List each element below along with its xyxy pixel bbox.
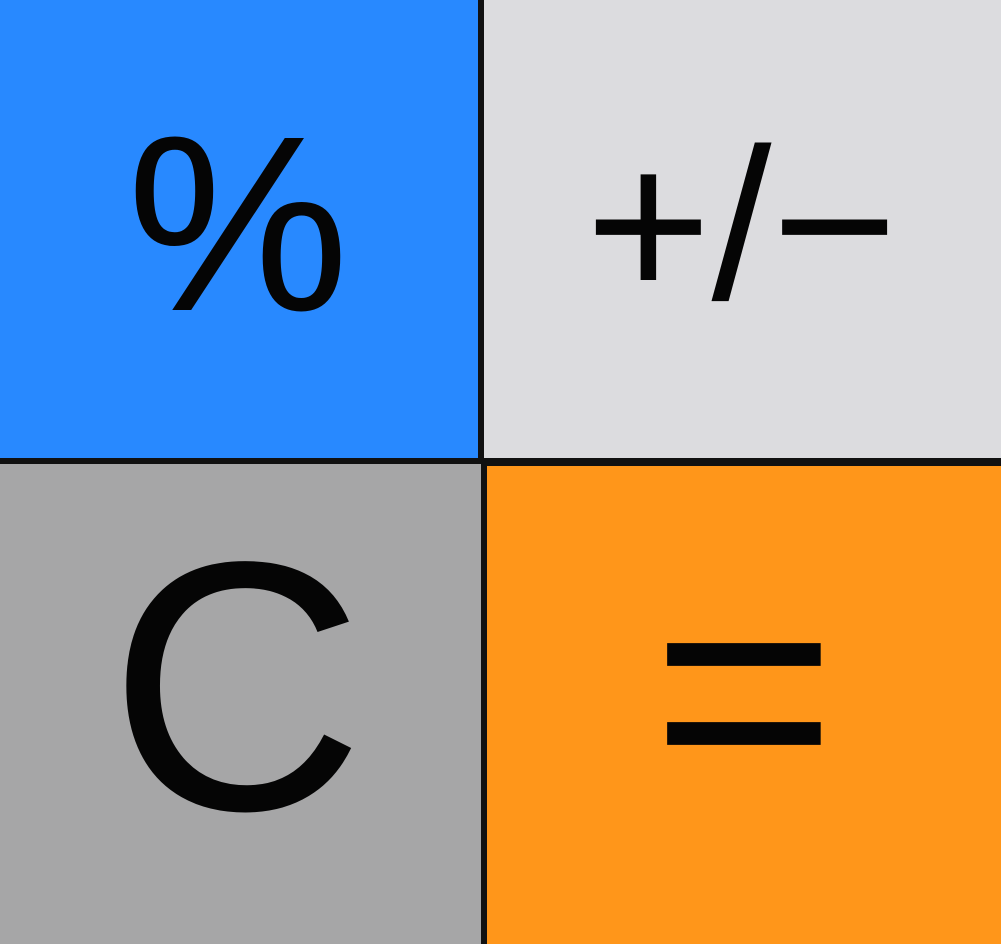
equals-button[interactable] — [487, 466, 1001, 944]
plus-minus-icon: +/− — [585, 103, 898, 345]
equals-icon: = — [651, 512, 837, 865]
clear-icon: C — [108, 488, 365, 885]
plus-minus-button[interactable] — [484, 0, 1001, 458]
percent-icon: % — [126, 84, 350, 363]
clear-button[interactable] — [0, 464, 481, 944]
percent-button[interactable] — [0, 0, 478, 458]
